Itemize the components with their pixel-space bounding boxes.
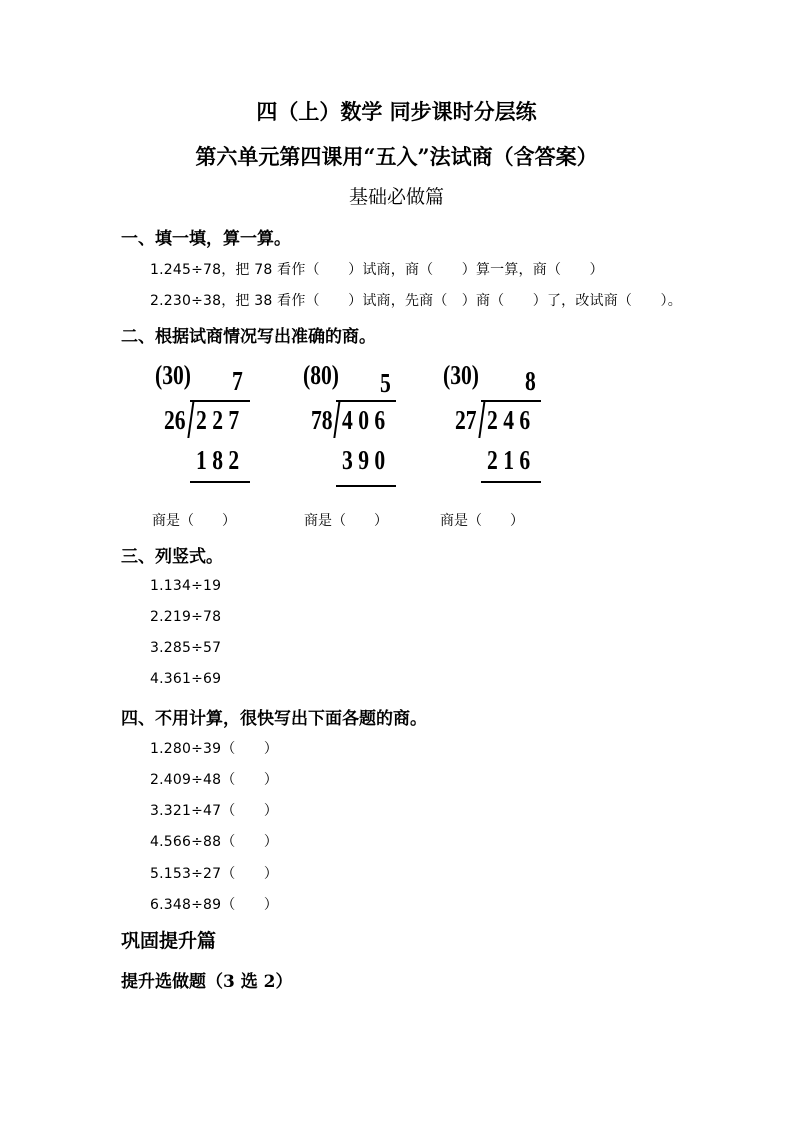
subtraction-line <box>481 481 541 483</box>
section-3-item: 3.285÷57 <box>150 640 222 656</box>
section-3-item: 2.219÷78 <box>150 609 222 625</box>
division-bracket <box>187 400 194 438</box>
subtraction-line <box>190 481 250 483</box>
trial-quotient: 7 <box>232 366 243 396</box>
section-4-item: 2.409÷48（ ） <box>150 772 279 788</box>
level-heading-advanced: 巩固提升篇 <box>121 930 217 952</box>
estimate-label: (30) <box>443 360 479 390</box>
quotient-answer-blank: 商是（ ） <box>152 513 236 529</box>
dividend: 2 2 7 <box>196 405 240 435</box>
section-3-heading: 三、列竖式。 <box>121 547 223 567</box>
section-1-heading: 一、填一填，算一算。 <box>121 229 291 249</box>
long-division-problem <box>152 360 272 495</box>
section-3-item: 4.361÷69 <box>150 671 222 687</box>
quotient-answer-blank: 商是（ ） <box>440 513 524 529</box>
optional-problems-heading: 提升选做题（3 选 2） <box>121 972 293 992</box>
level-heading: 基础必做篇 <box>348 186 444 208</box>
quotient-answer-blank: 商是（ ） <box>304 513 388 529</box>
subtraction-product: 3 9 0 <box>342 445 386 475</box>
subtraction-line <box>336 485 396 487</box>
long-division-problem <box>443 360 563 495</box>
section-4-item: 3.321÷47（ ） <box>150 803 279 819</box>
estimate-label: (80) <box>303 360 339 390</box>
division-bar <box>336 400 396 402</box>
divisor: 26 <box>164 405 186 435</box>
section-4-item: 4.566÷88（ ） <box>150 834 279 850</box>
section-4-item: 1.280÷39（ ） <box>150 741 279 757</box>
trial-quotient: 5 <box>380 368 391 398</box>
section-1-item: 1.245÷78，把 78 看作（ ）试商，商（ ）算一算，商（ ） <box>150 262 604 278</box>
section-1-item: 2.230÷38，把 38 看作（ ）试商，先商（ ）商（ ）了，改试商（ ）。 <box>150 293 682 309</box>
subtraction-product: 2 1 6 <box>487 445 531 475</box>
division-bracket <box>478 400 485 438</box>
page-title: 四（上）数学 同步课时分层练 <box>256 99 537 124</box>
section-2-heading: 二、根据试商情况写出准确的商。 <box>121 327 376 347</box>
section-4-heading: 四、不用计算，很快写出下面各题的商。 <box>121 709 427 729</box>
section-3-item: 1.134÷19 <box>150 578 222 594</box>
estimate-label: (30) <box>155 360 191 390</box>
trial-quotient: 8 <box>525 366 536 396</box>
division-bracket <box>333 400 340 438</box>
dividend: 2 4 6 <box>487 405 531 435</box>
section-4-item: 6.348÷89（ ） <box>150 897 279 913</box>
dividend: 4 0 6 <box>342 405 386 435</box>
long-division-problem <box>300 360 420 495</box>
divisor: 27 <box>455 405 477 435</box>
division-bar <box>481 400 541 402</box>
division-bar <box>190 400 250 402</box>
subtraction-product: 1 8 2 <box>196 445 240 475</box>
divisor: 78 <box>311 405 333 435</box>
section-4-item: 5.153÷27（ ） <box>150 866 279 882</box>
page-subtitle: 第六单元第四课用“五入”法试商（含答案） <box>195 144 598 169</box>
